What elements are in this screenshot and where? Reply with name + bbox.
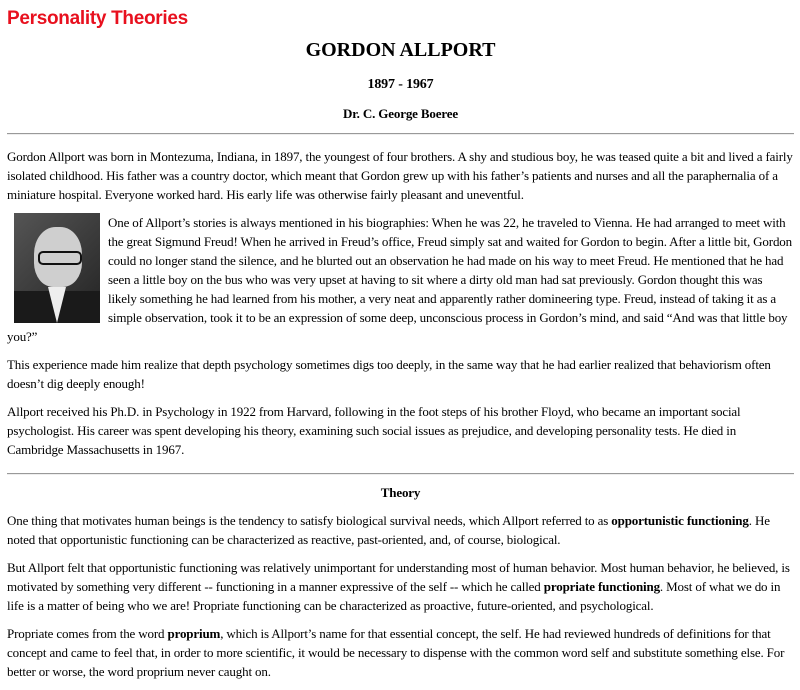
text: . He noted that opportunistic functioning can be characterized as reactive, past-oriented, and, of course, biological. [7,513,770,547]
paragraph-realization: This experience made him realize that depth psychology sometimes digs too deeply, in the same way that he had earlier realized that behaviorism often doesn’t dig deeply enough! [7,357,771,391]
paragraph-freud-story: One of Allport’s stories is always mentioned in his biographies: When he was 22, he traveled to Vienna. He had arranged to meet with the great Sigmund Freud! When he arrived in Freud’s office, Freud simply sat and waited for Gordon to begin. After a little bit, Gordon could no longer stand the silence, and he blurted out an observation he had made on his way to meet Freud. He mentioned that he had seen a little boy on the bus who was very upset at having to sit where a dirty old man had sat previously. Gordon thought this was likely something he had learned from his mother, a very neat and apparently rather domineering type. Freud, instead of taking it as a simple observation, took it to be an expression of some deep, unconscious process in Gordon’s mind, and said “And was that little boy you?” [7,215,793,344]
term-proprium: proprium [167,626,221,641]
text: Propriate comes from the word [7,626,168,641]
text: One thing that motivates human beings is the tendency to satisfy biological survival needs, which Allport referred to as [7,513,612,528]
text: But Allport felt that opportunistic functioning was relatively unimportant for understanding most of human behavior. Most human behavior, he believed, is motivated by something very different -- functioning in a manner expressive of the self -- which he called [7,560,790,594]
text: . Most of what we do in life is a matter of being who we are! Propriate functioning can be characterized as proactive, future-oriented, and psychological. [7,579,781,613]
divider [7,473,794,475]
text: , which is Allport’s name for that essential concept, the self. He had reviewed hundreds of definitions for that concept and came to feel that, in order to more scientific, it would be necessary to dispense with the common word self and substitute something else. For better or worse, the word proprium never caught on. [7,626,785,679]
lifespan: 1897 - 1967 [367,77,434,92]
section-heading-theory: Theory [380,485,421,500]
term-opportunistic-functioning: opportunistic functioning [611,513,749,528]
paragraph-opportunistic [7,511,794,549]
site-title[interactable]: Personality Theories [7,8,188,29]
page-title: GORDON ALLPORT [305,39,496,61]
term-propriate-functioning: propriate functioning [543,579,660,594]
paragraph-birth: Gordon Allport was born in Montezuma, Indiana, in 1897, the youngest of four brothers. A shy and studious boy, he was teased quite a bit and lived a fairly isolated childhood. His father was a country doctor, which meant that Gordon grew up with his father’s patients and nurses and all the paraphernalia of a miniature hospital. Everyone worked hard. His early life was otherwise fairly pleasant and uneventful. [7,149,793,202]
allport-portrait-image [14,213,100,323]
page [0,8,800,681]
paragraph-proprium [7,624,794,681]
author: Dr. C. George Boeree [342,106,459,121]
paragraph-career: Allport received his Ph.D. in Psychology in 1922 from Harvard, following in the foot steps of his brother Floyd, who became an important social psychologist. His career was spent developing his theory, examining such social issues as prejudice, and developing personality tests. He died in Cambridge Massachusetts in 1967. [7,404,741,457]
paragraph-propriate [7,558,794,615]
divider [7,133,794,135]
